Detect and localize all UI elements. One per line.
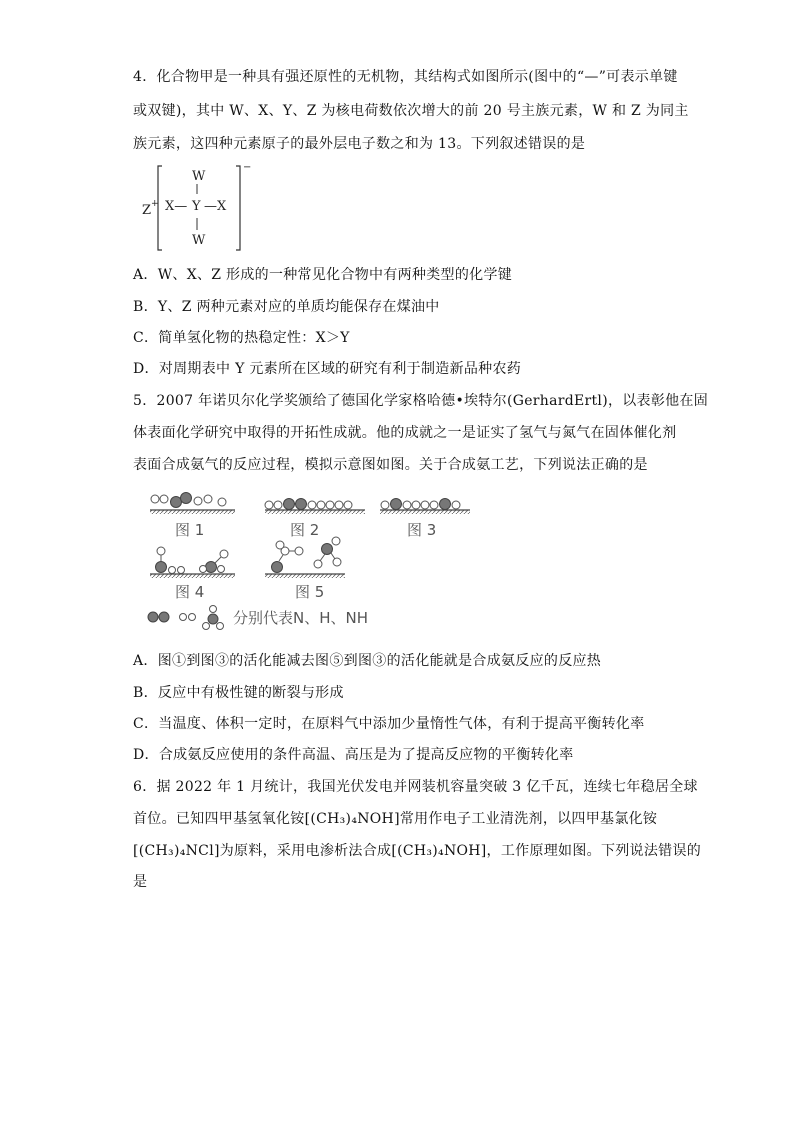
struct-cation-charge: + (151, 199, 159, 209)
q5-stem-line2: 体表面化学研究中取得的开拓性成就。他的成就之一是证实了氢气与氮气在固体催化剂 (133, 425, 677, 441)
q4-option-c[interactable]: C．简单氢化物的热稳定性：X＞Y (133, 330, 350, 346)
q4-structure-formula (140, 162, 260, 254)
figure-2 (265, 499, 365, 540)
q5-stem-line3: 表面合成氨气的反应过程，模拟示意图如图。关于合成氨工艺，下列说法正确的是 (133, 457, 648, 473)
q5-ammonia-synthesis-figure (145, 485, 475, 635)
q6-stem-line1: 6．据 2022 年 1 月统计，我国光伏发电并网装机容量突破 3 亿千瓦，连续七年稳居全球 (133, 779, 698, 795)
q4-option-b[interactable]: B．Y、Z 两种元素对应的单质均能保存在煤油中 (133, 299, 440, 315)
struct-right: —X (204, 199, 227, 214)
q5-option-b[interactable]: B．反应中有极性键的断裂与形成 (133, 685, 344, 701)
struct-center: Y (192, 199, 201, 214)
struct-left: X— (165, 199, 188, 214)
caption-fig3: 图 3 (407, 521, 437, 539)
q4-stem-line1: 4．化合物甲是一种具有强还原性的无机物，其结构式如图所示(图中的“—”可表示单键 (133, 69, 678, 85)
caption-fig4: 图 4 (175, 583, 205, 601)
figure-3 (380, 499, 470, 540)
q4-stem-line3: 族元素，这四种元素原子的最外层电子数之和为 13。下列叙述错误的是 (133, 136, 586, 152)
q5-option-c[interactable]: C．当温度、体积一定时，在原料气中添加少量惰性气体，有利于提高平衡转化率 (133, 716, 645, 732)
bracket-left (158, 166, 162, 250)
q4-option-d[interactable]: D．对周期表中 Y 元素所在区域的研究有利于制造新品种农药 (133, 361, 522, 377)
caption-fig2: 图 2 (290, 521, 320, 539)
figure-legend (148, 606, 368, 630)
q6-stem-line4: 是 (133, 874, 148, 890)
q6-stem-line2: 首位。已知四甲基氢氧化铵[(CH₃)₄NOH]常用作电子工业清洗剂，以四甲基氯化铵 (133, 811, 658, 827)
legend-text: 分别代表N、H、NH (233, 609, 369, 627)
q5-option-d[interactable]: D．合成氨反应使用的条件高温、高压是为了提高反应物的平衡转化率 (133, 747, 574, 763)
q4-stem-line2: 或双键)，其中 W、X、Y、Z 为核电荷数依次增大的前 20 号主族元素，W 和 Z 为同主 (133, 103, 689, 119)
figure-5 (265, 537, 345, 601)
bracket-right (236, 166, 240, 250)
caption-fig1: 图 1 (175, 521, 205, 539)
struct-bottom: W (192, 233, 206, 248)
q6-stem-line3: [(CH₃)₄NCl]为原料，采用电渗析法合成[(CH₃)₄NOH]，工作原理如图。下列说法错误的 (133, 843, 702, 859)
q5-option-a[interactable]: A．图①到图③的活化能减去图⑤到图③的活化能就是合成氨反应的反应热 (133, 653, 602, 669)
figure-1 (150, 493, 235, 540)
caption-fig5: 图 5 (295, 583, 325, 601)
q4-option-a[interactable]: A．W、X、Z 形成的一种常见化合物中有两种类型的化学键 (133, 267, 513, 283)
figure-4 (150, 547, 235, 601)
struct-cation: Z (142, 203, 152, 218)
q5-stem-line1: 5．2007 年诺贝尔化学奖颁给了德国化学家格哈德•埃特尔(GerhardErtl)，以表彰他在固 (133, 393, 709, 409)
struct-top: W (192, 169, 206, 184)
struct-anion-charge: − (243, 162, 252, 173)
